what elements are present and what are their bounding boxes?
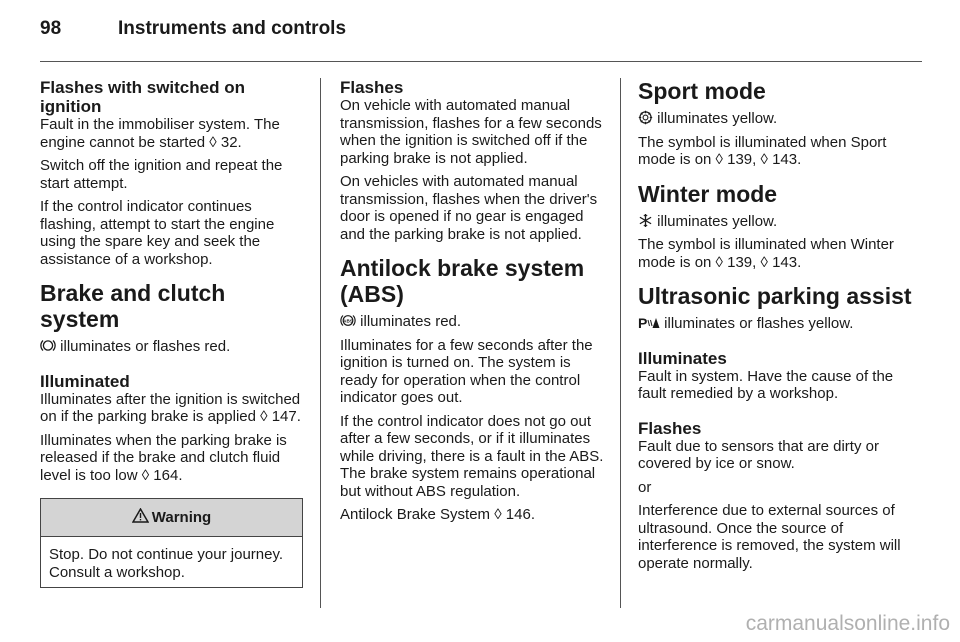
- warning-body: [41, 537, 302, 587]
- column-divider: [620, 78, 621, 608]
- paragraph: Antilock Brake System ◊ 146.: [340, 506, 535, 523]
- column-right: [638, 78, 913, 578]
- page-title: Instruments and controls: [118, 18, 347, 39]
- section-heading: Flashes with switched on ignition: [40, 78, 245, 116]
- paragraph: The symbol is illuminated when Winter mode is on ◊ 139, ◊ 143.: [638, 236, 894, 271]
- paragraph: [40, 338, 308, 356]
- paragraph: On vehicle with automated manual transmission, flashes for a few seconds when the ignition is switched off if the parking brake is not applied.: [340, 97, 602, 167]
- header-divider: [40, 61, 922, 62]
- column-left: [40, 78, 308, 588]
- paragraph: If the control indicator continues flashing, attempt to start the engine using the spare key and seek the assistance of a workshop.: [40, 198, 275, 268]
- column-divider: [320, 78, 321, 608]
- paragraph: Illuminates for a few seconds after the ignition is turned on. The system is ready for operation when the control indicator goes out.: [340, 336, 593, 406]
- watermark: carmanualsonline.info: [745, 612, 950, 635]
- paragraph: [340, 313, 608, 331]
- paragraph: The symbol is illuminated when Sport mode is on ◊ 139, ◊ 143.: [638, 133, 887, 168]
- indicator-text: illuminates or flashes yellow.: [660, 315, 854, 332]
- paragraph: or: [638, 478, 652, 496]
- warning-box: [40, 498, 303, 588]
- section-heading: Brake and clutch system: [40, 280, 226, 332]
- section-heading: Antilock brake system (ABS): [340, 255, 585, 307]
- column-middle: [340, 78, 608, 530]
- paragraph: Interference due to external sources of ultrasound. Once the source of interference is removed, the system will operate normally.: [638, 502, 901, 572]
- paragraph: Switch off the ignition and repeat the start attempt.: [40, 157, 283, 192]
- section-heading: Sport mode: [638, 78, 766, 104]
- subsection-heading: Illuminates: [638, 348, 727, 368]
- svg-text:ABS: ABS: [343, 318, 353, 324]
- paragraph: Fault due to sensors that are dirty or covered by ice or snow.: [638, 437, 879, 472]
- paragraph: [638, 315, 913, 333]
- warning-header: [41, 499, 302, 537]
- indicator-text: illuminates or flashes red.: [56, 338, 231, 355]
- section-heading: Ultrasonic parking assist: [638, 283, 912, 309]
- paragraph: Illuminates after the ignition is switched on if the parking brake is applied ◊ 147.: [40, 390, 301, 425]
- page-number: 98: [40, 18, 62, 39]
- brake-warning-icon: [40, 338, 56, 353]
- paragraph: Fault in system. Have the cause of the fault remedied by a workshop.: [638, 367, 894, 402]
- abs-icon: [340, 313, 356, 328]
- paragraph: [638, 213, 913, 231]
- subsection-heading: Illuminated: [40, 371, 130, 391]
- indicator-text: illuminates yellow.: [653, 110, 778, 127]
- indicator-text: illuminates red.: [356, 313, 462, 330]
- paragraph: If the control indicator does not go out after a few seconds, or if it illuminates while driving, there is a fault in the ABS. The brake system remains operational but without ABS regulation.: [340, 412, 604, 500]
- subsection-heading: Flashes: [340, 78, 404, 97]
- warning-title: Warning: [151, 509, 212, 526]
- snowflake-icon: [638, 213, 653, 228]
- paragraph: Illuminates when the parking brake is released if the brake and clutch fluid level is too low ◊ 164.: [40, 431, 287, 484]
- paragraph: [638, 110, 913, 128]
- page-header: [40, 18, 922, 46]
- svg-text:P: P: [638, 315, 648, 330]
- subsection-heading: Flashes: [638, 418, 702, 438]
- section-heading: Winter mode: [638, 180, 778, 207]
- indicator-text: illuminates yellow.: [653, 212, 778, 230]
- paragraph: On vehicles with automated manual transmission, flashes when the driver's door is opened if no gear is engaged and the parking brake is not applied.: [340, 173, 598, 243]
- sport-mode-icon: [638, 110, 653, 125]
- warning-text: Stop. Do not continue your journey. Consult a workshop.: [49, 546, 284, 581]
- parking-assist-icon: [638, 315, 660, 330]
- paragraph: Fault in the immobiliser system. The engine cannot be started ◊ 32.: [40, 116, 280, 151]
- warning-triangle-icon: [132, 508, 149, 527]
